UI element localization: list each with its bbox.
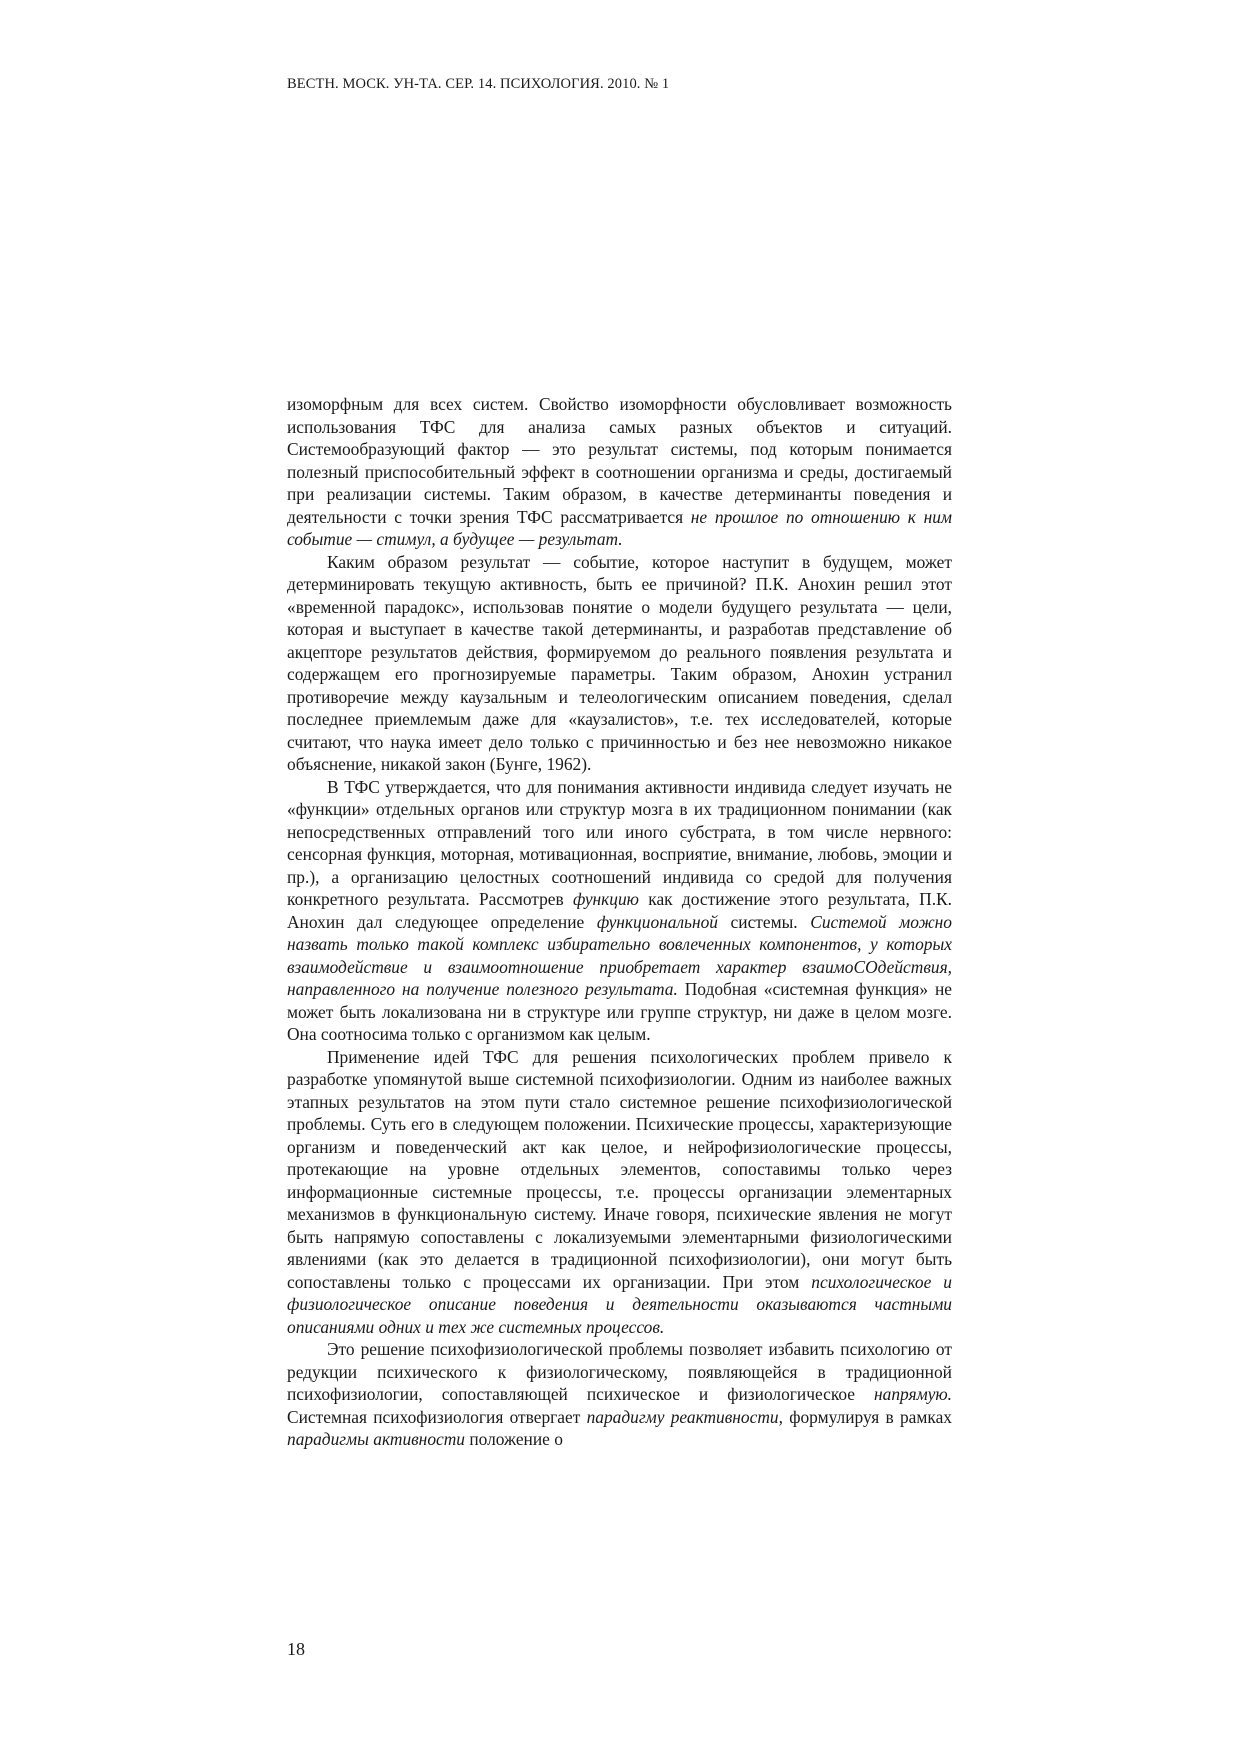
italic-run: парадигму реактивности, (586, 1406, 783, 1427)
text-run: Это решение психофизиологической проблемы позволяет избавить психологию от редукции психического к физиологическому, появляющейся в традиционной психофизиологии, сопоставляющей психическое и физиологическое (287, 1339, 952, 1404)
paragraph (287, 1338, 952, 1451)
text-run: Системная психофизиология отвергает (287, 1406, 587, 1427)
text-run: системы. (718, 911, 811, 932)
page-number: 18 (287, 1639, 305, 1659)
italic-run: не прошлое по отношению к ним событие — стимул, а будущее — результат. (287, 506, 952, 549)
text-run: как достижение этого результата, П.К. Анохин дал следующее определение (287, 889, 952, 932)
paragraph (287, 776, 952, 1046)
text-run: положение о (464, 1429, 563, 1449)
running-header: ВЕСТН. МОСК. УН-ТА. СЕР. 14. ПСИХОЛОГИЯ. 2010. № 1 (287, 76, 670, 92)
italic-run: Системой можно назвать только такой комплекс избирательно вовлеченных компонентов, у которых взаимодействие и взаимоотношение приобретает характер взаимоСОдействия, направленного на получение полезного результата. (287, 911, 953, 999)
text-run: Каким образом результат — событие, которое наступит в будущем, может детерминировать текущую активность, быть ее причиной? П.К. Анохин решил этот «временной парадокс», использовав понятие о модели будущего результата — цели, которая и выступает в качестве такой детерминанты, и разработав представление об акцепторе результатов действия, формируемом до реального появления результата и содержащем его прогнозируемые параметры. Таким образом, Анохин устранил противоречие между каузальным и телеологическим описанием поведения, сделал последнее приемлемым даже для «каузалистов», т.е. тех исследователей, которые считают, что наука имеет дело только с причинностью и без нее невозможно никакое объяснение, никакой закон (Бунге, 1962). (287, 551, 952, 774)
text-run: Подобная «системная функция» не может быть локализована ни в структуре или группе структур, ни даже в целом мозге. Она соотносима только с организмом как целым. (287, 979, 952, 1044)
italic-run: напрямую. (874, 1384, 952, 1404)
text-run: формулируя в рамках (782, 1406, 952, 1427)
text-run: Применение идей ТФС для решения психологических проблем привело к разработке упомянутой выше системной психофизиологии. Одним из наиболее важных этапных результатов на этом пути стало системное решение психофизиологической проблемы. Суть его в следующем положении. Психические процессы, характеризующие организм и поведенческий акт как целое, и нейрофизиологические процессы, протекающие на уровне отдельных элементов, сопоставимы только через информационные системные процессы, т.е. процессы организации элементарных механизмов в функциональную систему. Иначе говоря, психические явления не могут быть напрямую сопоставлены с локализуемыми элементарными физиологическими явлениями (как это делается в традиционной психофизиологии), они могут быть сопоставлены только с процессами их организации. При этом (287, 1046, 952, 1292)
article-body (287, 393, 952, 1451)
paragraph (287, 551, 952, 776)
paragraph (287, 393, 952, 551)
text-run: изоморфным для всех систем. Свойство изоморфности обусловливает возможность использования ТФС для анализа самых разных объектов и ситуаций. Системообразующий фактор — это результат системы, под которым понимается полезный приспособительный эффект в соотношении организма и среды, достигаемый при реализации системы. Таким образом, в качестве детерминанты поведения и деятельности с точки зрения ТФС рассматривается (287, 394, 952, 527)
italic-run: психологическое и физиологическое описание поведения и деятельности оказываются частными описаниями одних и тех же системных процессов. (287, 1271, 953, 1337)
text-run: В ТФС утверждается, что для понимания активности индивида следует изучать не «функции» отдельных органов или структур мозга в их традиционном понимании (как непосредственных отправлений того или иного субстрата, в том числе нервного: сенсорная функция, моторная, мотивационная, восприятие, внимание, любовь, эмоции и пр.), а организацию целостных соотношений индивида со средой для получения конкретного результата. Рассмотрев (287, 776, 952, 909)
italic-run: парадигмы активности (287, 1429, 465, 1449)
italic-run: функциональной (596, 911, 718, 932)
italic-run: функцию (573, 889, 639, 909)
paragraph (287, 1046, 952, 1339)
